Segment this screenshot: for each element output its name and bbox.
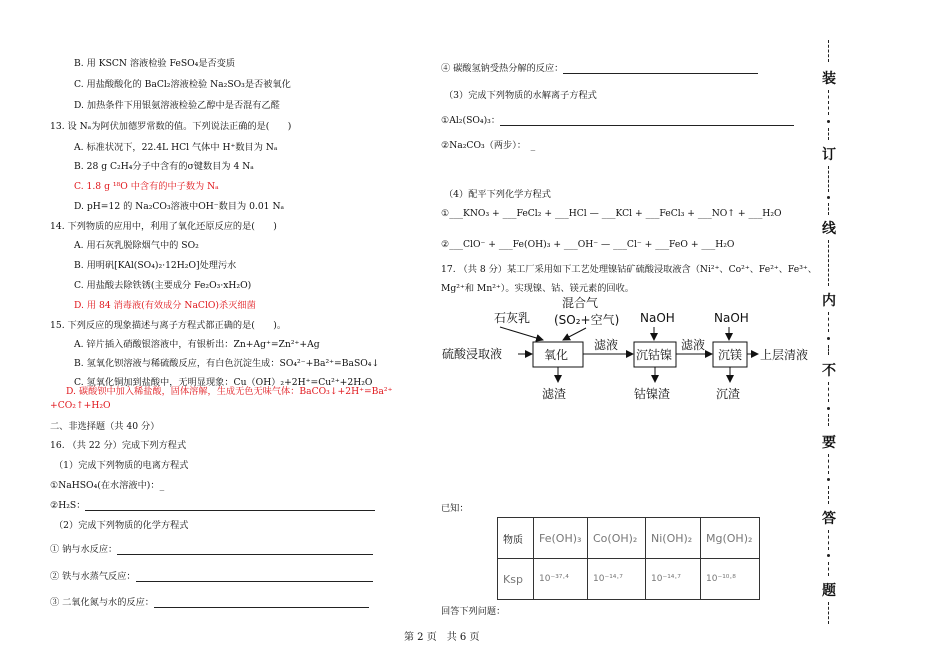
dash-segment: [828, 602, 830, 624]
page-footer: 第 2 页 共 6 页: [404, 632, 480, 643]
q15-stem: 15. 下列反应的现象描述与离子方程式都正确的是( )。: [50, 320, 287, 331]
dash-segment: [828, 90, 830, 115]
q15-option-c: C. 氢氧化铜加到盐酸中，无明显现象：Cu（OH）₂+2H⁺=Cu²⁺+2H₂O: [74, 377, 373, 388]
q12-option-c: C. 用盐酸酸化的 BaCl₂溶液检验 Na₂SO₃是否被氧化: [74, 79, 291, 90]
dash-segment: [828, 454, 830, 474]
dash-segment: [828, 530, 830, 550]
q16-part-2: （2）完成下列物质的化学方程式: [54, 520, 189, 531]
reagent-gas-2: (SO₂+空气): [554, 313, 620, 327]
answer-blank[interactable]: [117, 554, 373, 555]
output-label: 上层清液: [760, 348, 809, 362]
dash-segment: [828, 414, 830, 426]
process-flow-diagram: [436, 292, 816, 408]
q16-fe-steam-row: [50, 568, 373, 582]
step-mg: 沉镁: [718, 348, 743, 362]
reagent-naoh-2: NaOH: [714, 311, 749, 325]
q16-al2so43-row: [441, 112, 794, 126]
reagent-lime: 石灰乳: [494, 311, 531, 325]
q16-na2co3: ②Na₂CO₃（两步）： _: [441, 140, 536, 151]
dash-segment: [828, 40, 830, 62]
table-cell: Ksp: [498, 559, 534, 600]
table-cell: Mg(OH)₂: [701, 518, 760, 559]
arrow: [563, 328, 586, 340]
filtrate-2: 滤液: [681, 338, 706, 352]
binding-char: 要: [822, 435, 836, 451]
binding-char: 订: [822, 147, 836, 163]
input-label: 硫酸浸取液: [442, 347, 503, 361]
reagent-naoh-1: NaOH: [640, 311, 675, 325]
q16-no2-water-row: [50, 594, 369, 608]
q17-stem: 17. （共 8 分）某工厂采用如下工艺处理镍钴矿硫酸浸取液含（Ni²⁺、Co²⁺、Fe²⁺、Fe³⁺、: [441, 264, 817, 275]
dash-segment: [828, 166, 830, 192]
binding-char: 线: [822, 221, 836, 237]
q14-option-b: B. 用明矾[KAl(SO₄)₂·12H₂O]处理污水: [74, 260, 237, 271]
q13-option-d: D. pH=12 的 Na₂CO₃溶液中OH⁻数目为 0.01 Nₐ: [74, 201, 285, 212]
dot: [827, 120, 830, 123]
residue-1: 滤渣: [542, 387, 567, 401]
q16-part-1: （1）完成下列物质的电离方程式: [54, 460, 189, 471]
binding-char: 答: [822, 511, 836, 527]
table-cell: 10⁻¹⁴·⁷: [588, 559, 646, 600]
q13-option-a: A. 标准状况下，22.4L HCl 气体中 H⁺数目为 Nₐ: [74, 142, 278, 153]
answer-blank[interactable]: [154, 607, 369, 608]
dot: [827, 478, 830, 481]
q14-option-a: A. 用石灰乳脱除烟气中的 SO₂: [74, 240, 199, 251]
dash-segment: [828, 486, 830, 504]
dash-segment: [828, 240, 830, 286]
q16-na-water-label: ① 钠与水反应：: [50, 544, 118, 555]
dash-segment: [828, 382, 830, 402]
dash-segment: [828, 203, 830, 215]
dot: [827, 337, 830, 340]
q15-option-d-continued: +CO₂↑+H₂O: [50, 400, 111, 411]
reagent-gas-1: 混合气: [562, 296, 599, 310]
answer-blank[interactable]: [563, 73, 758, 74]
binding-char: 装: [822, 71, 836, 87]
q15-option-b: B. 氢氧化钡溶液与稀硫酸反应，有白色沉淀生成：SO₄²⁻+Ba²⁺=BaSO₄↓: [74, 358, 380, 369]
q14-option-d: D. 用 84 消毒液(有效成分 NaClO)杀灭细菌: [74, 300, 256, 311]
q14-stem: 14. 下列物质的应用中，利用了氧化还原反应的是( ): [50, 221, 277, 232]
q16-fe-steam-label: ② 铁与水蒸气反应：: [50, 571, 136, 582]
residue-3: 沉渣: [716, 387, 741, 401]
answer-prompt: 回答下列问题：: [441, 606, 506, 617]
table-cell: 物质: [498, 518, 534, 559]
binding-char: 题: [822, 583, 836, 599]
table-cell: Fe(OH)₃: [534, 518, 588, 559]
step-co-ni: 沉钴镍: [636, 348, 673, 362]
q16-na-water-row: [50, 541, 373, 555]
binding-line: [818, 40, 840, 625]
q13-option-b: B. 28 g C₂H₄分子中含有的σ键数目为 4 Nₐ: [74, 161, 254, 172]
binding-char: 不: [822, 363, 836, 379]
table-row: [498, 518, 760, 559]
dash-segment: [828, 562, 830, 576]
ksp-table: [497, 517, 760, 600]
answer-blank[interactable]: [136, 581, 373, 582]
q13-option-c: C. 1.8 g ¹⁸O 中含有的中子数为 Nₐ: [74, 181, 219, 192]
residue-2: 钴镍渣: [634, 387, 671, 401]
dot: [827, 554, 830, 557]
table-cell: Ni(OH)₂: [646, 518, 701, 559]
table-cell: Co(OH)₂: [588, 518, 646, 559]
q16-nahco3-label: ④ 碳酸氢钠受热分解的反应：: [441, 63, 564, 74]
section-2-heading: 二、非选择题（共 40 分）: [50, 421, 160, 432]
q12-option-d: D. 加热条件下用银氨溶液检验乙醇中是否混有乙醛: [74, 100, 280, 111]
dot: [827, 196, 830, 199]
q16-h2s-row: [50, 497, 375, 511]
dash-segment: [828, 312, 830, 332]
table-cell: 10⁻³⁷·⁴: [534, 559, 588, 600]
q15-option-a: A. 锌片插入硝酸银溶液中，有银析出：Zn+Ag⁺=Zn²⁺+Ag: [74, 339, 320, 350]
q16-stem: 16. （共 22 分）完成下列方程式: [50, 440, 187, 451]
dot: [827, 407, 830, 410]
q12-option-b: B. 用 KSCN 溶液检验 FeSO₄是否变质: [74, 58, 236, 69]
binding-char: 内: [822, 293, 836, 309]
q13-stem: 13. 设 Nₐ为阿伏加德罗常数的值。下列说法正确的是( ): [50, 121, 292, 132]
filtrate-1: 滤液: [594, 338, 619, 352]
table-cell: 10⁻¹⁰·⁸: [701, 559, 760, 600]
q16-h2s-label: ②H₂S：: [50, 500, 86, 511]
q16-no2-water-label: ③ 二氧化氮与水的反应：: [50, 597, 154, 608]
q16-nahso4: ①NaHSO₄(在水溶液中)：_: [50, 480, 165, 491]
known-label: 已知：: [441, 503, 469, 514]
q16-equation-2: ②___ClO⁻ + ___Fe(OH)₃ + ___OH⁻ — ___Cl⁻ + ___FeO + ___H₂O: [441, 239, 735, 250]
step-oxidize: 氧化: [544, 348, 569, 362]
dash-segment: [828, 128, 830, 140]
table-row: [498, 559, 760, 600]
q14-option-c: C. 用盐酸去除铁锈(主要成分 Fe₂O₃·xH₂O): [74, 280, 252, 291]
q16-part-4: （4）配平下列化学方程式: [444, 189, 551, 200]
q16-nahco3-row: [441, 60, 758, 74]
q16-equation-1: ①___KNO₃ + ___FeCl₂ + ___HCl — ___KCl + ___FeCl₃ + ___NO↑ + ___H₂O: [441, 208, 782, 219]
dash-segment: [828, 345, 830, 355]
q15-option-d: D. 碳酸钡中加入稀盐酸，固体溶解，生成无色无味气体：BaCO₃↓+2H⁺=Ba²⁺: [66, 386, 393, 397]
answer-blank[interactable]: [85, 510, 375, 511]
q17-stem-2: Mg²⁺和 Mn²⁺）。实现镍、钴、镁元素的回收。: [441, 283, 634, 294]
arrow: [500, 327, 543, 340]
table-cell: 10⁻¹⁴·⁷: [646, 559, 701, 600]
q16-al2so43-label: ①Al₂(SO₄)₃：: [441, 115, 501, 126]
q16-part-3: （3）完成下列物质的水解离子方程式: [444, 90, 597, 101]
answer-blank[interactable]: [500, 125, 794, 126]
